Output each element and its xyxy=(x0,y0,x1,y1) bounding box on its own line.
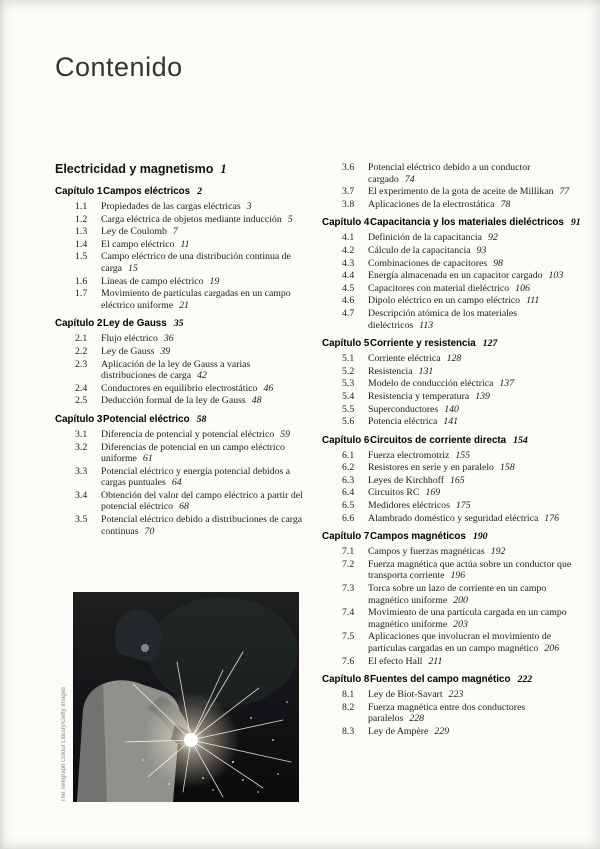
section-page-number: 93 xyxy=(476,244,487,256)
chapter-page-number: 91 xyxy=(570,217,581,229)
section-page-number: 61 xyxy=(142,453,153,465)
section-page-number: 92 xyxy=(487,232,498,244)
section-number: 7.4 xyxy=(342,607,355,619)
section-title: Fuerza magnética que actúa sobre un conductor que transporta corriente 196 xyxy=(368,558,572,582)
section-number: 8.1 xyxy=(342,689,355,701)
toc-entry xyxy=(322,295,574,307)
section-title: Superconductores 140 xyxy=(368,403,459,415)
toc-entry xyxy=(322,583,574,606)
section-title: Dipolo eléctrico en un campo eléctrico 111 xyxy=(368,295,540,307)
section-number: 2.2 xyxy=(75,345,88,357)
toc-entry xyxy=(322,487,574,499)
section-title: Obtención del valor del campo eléctrico a partir del potencial eléctrico 68 xyxy=(101,489,303,513)
chapter-page-number: 2 xyxy=(197,186,203,197)
section-page-number: 111 xyxy=(526,295,540,307)
section-number: 5.6 xyxy=(342,416,355,428)
toc-entry xyxy=(322,462,574,474)
section-page-number: 113 xyxy=(419,319,434,331)
section-page-number: 140 xyxy=(444,403,459,415)
section-page-number: 77 xyxy=(559,186,570,198)
section-number: 6.2 xyxy=(342,462,355,474)
chapter-heading xyxy=(322,217,581,229)
toc-entry xyxy=(322,245,574,257)
chapter-heading xyxy=(322,338,574,350)
chapter-page-number: 190 xyxy=(472,531,488,543)
section-number: 3.6 xyxy=(342,162,355,173)
toc-entry xyxy=(55,251,307,274)
section-number: 3.1 xyxy=(75,428,88,440)
chapter-page-number: 127 xyxy=(482,338,498,350)
section-number: 3.5 xyxy=(75,514,88,526)
photo-credit-text: The Telegraph Colour Library/Getty Images xyxy=(61,687,67,802)
section-page-number: 21 xyxy=(179,299,189,311)
section-page-number: 176 xyxy=(544,512,559,524)
chapter-heading xyxy=(322,531,574,543)
toc-entry xyxy=(322,378,574,390)
section-title: Deducción formal de la ley de Gauss 48 xyxy=(101,395,262,407)
toc-entry xyxy=(322,607,574,630)
section-page-number: 78 xyxy=(500,198,511,210)
section-number: 7.5 xyxy=(342,631,355,643)
section-number: 6.4 xyxy=(342,487,355,499)
section-number: 4.6 xyxy=(342,295,355,307)
toc-entry xyxy=(55,429,307,441)
section-title: Medidores eléctricos 175 xyxy=(368,500,471,512)
section-number: 2.3 xyxy=(75,358,88,370)
toc-entry xyxy=(322,500,574,512)
section-title: Resistencia 131 xyxy=(368,365,434,377)
section-page-number: 139 xyxy=(475,390,490,402)
section-page-number: 64 xyxy=(171,477,182,489)
section-number: 6.6 xyxy=(342,512,355,524)
section-title: Conductores en equilibrio electrostático 46 xyxy=(101,382,274,394)
toc-entry xyxy=(55,288,307,311)
section-title: Diferencia de potencial y potencial eléctrico 59 xyxy=(101,428,291,440)
section-page-number: 42 xyxy=(197,370,207,382)
toc-entry xyxy=(322,258,574,270)
section-number: 2.4 xyxy=(75,382,88,394)
toc-entry xyxy=(55,333,307,345)
toc-entry xyxy=(322,232,574,244)
section-title: Aplicación de la ley de Gauss a varias distribuciones de carga 42 xyxy=(101,358,251,382)
chapter-label: Capítulo 8 xyxy=(322,674,370,686)
section-number: 7.1 xyxy=(342,546,355,558)
chapter-block xyxy=(322,338,574,428)
part-heading xyxy=(55,162,307,177)
section-number: 1.4 xyxy=(75,238,88,250)
section-number: 7.6 xyxy=(342,655,355,667)
section-title: Aplicaciones que involucran el movimiento de partículas cargadas en un campo magnético 206 xyxy=(368,631,560,654)
section-page-number: 103 xyxy=(548,270,564,282)
section-title: Movimiento de partículas cargadas en un campo eléctrico uniforme 21 xyxy=(101,288,291,311)
section-number: 5.2 xyxy=(342,365,355,377)
toc-entry xyxy=(322,559,574,582)
toc-entry xyxy=(322,162,574,185)
toc-entry xyxy=(55,226,307,238)
toc-entry xyxy=(55,276,307,288)
section-title: Potencial eléctrico debido a distribuciones de carga continuas 70 xyxy=(101,514,303,537)
section-title: Ley de Biot-Savart 223 xyxy=(368,689,464,701)
chapter-heading xyxy=(322,674,574,686)
section-number: 1.1 xyxy=(75,201,88,212)
section-number: 1.2 xyxy=(75,213,88,225)
chapter-label: Capítulo 6 xyxy=(322,434,370,446)
chapter-label: Capítulo 4 xyxy=(322,217,370,229)
section-title: Aplicaciones de la electrostática 78 xyxy=(368,198,511,210)
section-number: 1.3 xyxy=(75,226,88,238)
section-page-number: 131 xyxy=(418,365,434,377)
section-title: Líneas de campo eléctrico 19 xyxy=(101,275,220,287)
chapter-label: Capítulo 1 xyxy=(55,186,103,197)
chapter-page-number: 58 xyxy=(196,413,207,425)
toc-entry xyxy=(55,346,307,358)
section-page-number: 141 xyxy=(443,416,459,428)
section-title: Potencial eléctrico debido a un conductor cargado 74 xyxy=(368,162,531,185)
section-title: Campos y fuerzas magnéticas 192 xyxy=(368,546,506,558)
welder-photo-illustration xyxy=(73,592,299,802)
section-number: 7.3 xyxy=(342,583,355,595)
section-number: 4.5 xyxy=(342,282,355,294)
section-title: Campo eléctrico de una distribución continua de carga 15 xyxy=(101,251,291,274)
toc-entry xyxy=(55,514,307,537)
section-title: Flujo eléctrico 36 xyxy=(101,333,174,345)
chapter-title: Capacitancia y los materiales dieléctricos 91 xyxy=(370,217,581,229)
left-chapter-list xyxy=(55,186,307,537)
toc-entry xyxy=(322,391,574,403)
toc-entry xyxy=(55,466,307,489)
chapter-page-number: 35 xyxy=(173,318,184,330)
section-title: Leyes de Kirchhoff 165 xyxy=(368,474,465,486)
section-page-number: 68 xyxy=(179,501,189,513)
section-number: 4.7 xyxy=(342,307,355,319)
page-title: Contenido xyxy=(55,52,183,82)
toc-entry xyxy=(322,631,574,654)
section-page-number: 165 xyxy=(450,474,465,486)
section-title: Modelo de conducción eléctrica 137 xyxy=(368,378,515,390)
section-page-number: 98 xyxy=(493,257,503,269)
section-number: 1.5 xyxy=(75,251,88,263)
section-title: Alambrado doméstico y seguridad eléctrica 176 xyxy=(368,512,559,524)
section-page-number: 203 xyxy=(453,618,468,630)
section-title: Carga eléctrica de objetos mediante inducción 5 xyxy=(101,213,293,225)
section-page-number: 229 xyxy=(434,725,450,737)
section-page-number: 46 xyxy=(263,382,274,394)
section-page-number: 36 xyxy=(163,333,174,345)
section-title: Descripción atómica de los materiales dieléctricos 113 xyxy=(368,307,518,331)
toc-entry xyxy=(322,308,574,331)
section-page-number: 48 xyxy=(251,395,262,407)
section-number: 7.2 xyxy=(342,558,355,570)
section-number: 5.1 xyxy=(342,353,355,365)
toc-entry xyxy=(322,416,574,428)
section-page-number: 128 xyxy=(446,353,462,365)
section-number: 8.3 xyxy=(342,725,355,737)
section-page-number: 196 xyxy=(450,570,466,582)
toc-entry xyxy=(55,383,307,395)
toc-entry xyxy=(55,201,307,213)
section-number: 5.5 xyxy=(342,403,355,415)
section-page-number: 158 xyxy=(499,462,515,474)
section-number: 1.7 xyxy=(75,288,88,300)
section-number: 4.1 xyxy=(342,232,355,244)
section-page-number: 59 xyxy=(280,428,291,440)
toc-entry xyxy=(322,475,574,487)
section-title: El campo eléctrico 11 xyxy=(101,238,190,250)
section-page-number: 228 xyxy=(409,713,425,725)
toc-right-column xyxy=(322,162,581,745)
toc-entry xyxy=(322,450,574,462)
chapter-block xyxy=(322,162,574,210)
chapter-title: Potencial eléctrico 58 xyxy=(103,413,207,425)
section-title: Capacitores con material dieléctrico 106 xyxy=(368,282,530,294)
toc-entry xyxy=(322,656,574,668)
toc-entry xyxy=(55,359,307,382)
toc-entry xyxy=(322,353,574,365)
chapter-page-number: 222 xyxy=(517,674,533,686)
chapter-block xyxy=(322,531,574,667)
toc-entry xyxy=(55,442,307,465)
section-title: Definición de la capacitancia 92 xyxy=(368,232,498,244)
section-number: 6.5 xyxy=(342,500,355,512)
section-title: Ley de Ampère 229 xyxy=(368,725,450,737)
part-page-number: 1 xyxy=(220,162,227,176)
section-page-number: 223 xyxy=(448,689,464,701)
chapter-block xyxy=(55,414,307,537)
section-page-number: 169 xyxy=(425,487,441,499)
section-title: Fuerza electromotriz 155 xyxy=(368,449,471,461)
section-number: 1.6 xyxy=(75,275,88,287)
toc-entry xyxy=(55,395,307,407)
section-number: 3.8 xyxy=(342,198,355,210)
chapter-title: Corriente y resistencia 127 xyxy=(370,338,498,350)
section-number: 3.3 xyxy=(75,465,88,477)
section-title: Ley de Gauss 39 xyxy=(101,345,171,357)
welder-photo xyxy=(73,592,299,802)
chapter-title: Circuitos de corriente directa 154 xyxy=(370,434,528,446)
section-page-number: 19 xyxy=(209,275,220,287)
section-page-number: 155 xyxy=(455,449,471,461)
chapter-title: Campos eléctricos 2 xyxy=(103,186,203,197)
section-number: 4.3 xyxy=(342,257,355,269)
toc-entry xyxy=(322,404,574,416)
section-page-number: 3 xyxy=(246,201,252,212)
part-title: Electricidad y magnetismo xyxy=(55,162,214,176)
section-number: 2.5 xyxy=(75,395,88,407)
section-number: 2.1 xyxy=(75,333,88,345)
section-title: Cálculo de la capacitancia 93 xyxy=(368,244,487,256)
section-number: 6.3 xyxy=(342,474,355,486)
photo-credit xyxy=(61,592,70,802)
section-title: Combinaciones de capacitores 98 xyxy=(368,257,503,269)
section-title: Diferencias de potencial en un campo eléctrico uniforme 61 xyxy=(101,441,285,465)
toc-entry xyxy=(322,702,574,725)
section-number: 6.1 xyxy=(342,449,355,461)
chapter-block xyxy=(55,186,307,311)
chapter-heading xyxy=(55,186,307,198)
section-page-number: 211 xyxy=(428,655,443,667)
section-page-number: 15 xyxy=(128,262,138,274)
section-number: 3.7 xyxy=(342,186,355,198)
section-title: Energía almacenada en un capacitor cargado 103 xyxy=(368,270,564,282)
toc-entry xyxy=(322,513,574,525)
section-page-number: 175 xyxy=(455,500,471,512)
toc-entry xyxy=(55,490,307,513)
section-page-number: 74 xyxy=(404,173,415,185)
section-page-number: 7 xyxy=(172,226,178,238)
section-number: 3.2 xyxy=(75,441,88,453)
section-page-number: 70 xyxy=(144,525,155,537)
toc-entry xyxy=(55,214,307,226)
section-title: Resistores en serie y en paralelo 158 xyxy=(368,462,515,474)
toc-entry xyxy=(322,546,574,558)
section-title: Potencial eléctrico y energía potencial debidos a cargas puntuales 64 xyxy=(101,465,291,489)
toc-left-column xyxy=(55,162,307,544)
section-page-number: 39 xyxy=(160,345,171,357)
section-number: 5.3 xyxy=(342,378,355,390)
section-title: Fuerza magnética entre dos conductores paralelos 228 xyxy=(368,701,526,725)
chapter-label: Capítulo 5 xyxy=(322,338,370,350)
section-title: Torca sobre un lazo de corriente en un campo magnético uniforme 200 xyxy=(368,583,547,606)
chapter-title: Campos magnéticos 190 xyxy=(370,531,488,543)
section-number: 3.4 xyxy=(75,489,88,501)
chapter-block xyxy=(322,674,574,737)
section-title: El efecto Hall 211 xyxy=(368,655,443,667)
section-title: El experimento de la gota de aceite de Millikan 77 xyxy=(368,186,570,198)
toc-entry xyxy=(322,199,574,211)
chapter-heading xyxy=(55,414,307,426)
toc-entry xyxy=(322,270,574,282)
section-title: Potencia eléctrica 141 xyxy=(368,416,459,428)
section-title: Resistencia y temperatura 139 xyxy=(368,390,490,402)
chapter-title: Ley de Gauss 35 xyxy=(103,318,184,330)
chapter-block xyxy=(322,435,574,525)
toc-entry xyxy=(322,726,574,738)
section-number: 4.4 xyxy=(342,270,355,282)
section-page-number: 192 xyxy=(490,546,506,558)
toc-entry xyxy=(55,239,307,251)
chapter-heading xyxy=(322,435,574,447)
right-chapter-list xyxy=(322,162,581,738)
section-page-number: 5 xyxy=(287,213,293,225)
section-page-number: 200 xyxy=(453,594,468,606)
section-title: Propiedades de las cargas eléctricas 3 xyxy=(101,201,252,212)
section-title: Corriente eléctrica 128 xyxy=(368,353,462,365)
chapter-heading xyxy=(55,318,307,330)
toc-entry xyxy=(322,366,574,378)
section-page-number: 206 xyxy=(544,643,560,654)
section-page-number: 106 xyxy=(515,282,530,294)
section-number: 4.2 xyxy=(342,244,355,256)
chapter-label: Capítulo 3 xyxy=(55,413,103,425)
chapter-label: Capítulo 2 xyxy=(55,318,103,330)
section-title: Circuitos RC 169 xyxy=(368,487,441,499)
chapter-label: Capítulo 7 xyxy=(322,531,370,543)
section-title: Movimiento de una partícula cargada en un campo magnético uniforme 203 xyxy=(368,607,567,630)
chapter-block xyxy=(322,217,581,331)
chapter-page-number: 154 xyxy=(513,434,528,446)
section-number: 8.2 xyxy=(342,701,355,713)
toc-entry xyxy=(322,689,574,701)
toc-entry xyxy=(322,283,574,295)
section-page-number: 11 xyxy=(180,238,190,250)
section-title: Ley de Coulomb 7 xyxy=(101,226,178,238)
chapter-block xyxy=(55,318,307,407)
chapter-title: Fuentes del campo magnético 222 xyxy=(370,674,533,686)
section-number: 5.4 xyxy=(342,390,355,402)
toc-entry xyxy=(322,186,574,198)
section-page-number: 137 xyxy=(499,378,515,390)
